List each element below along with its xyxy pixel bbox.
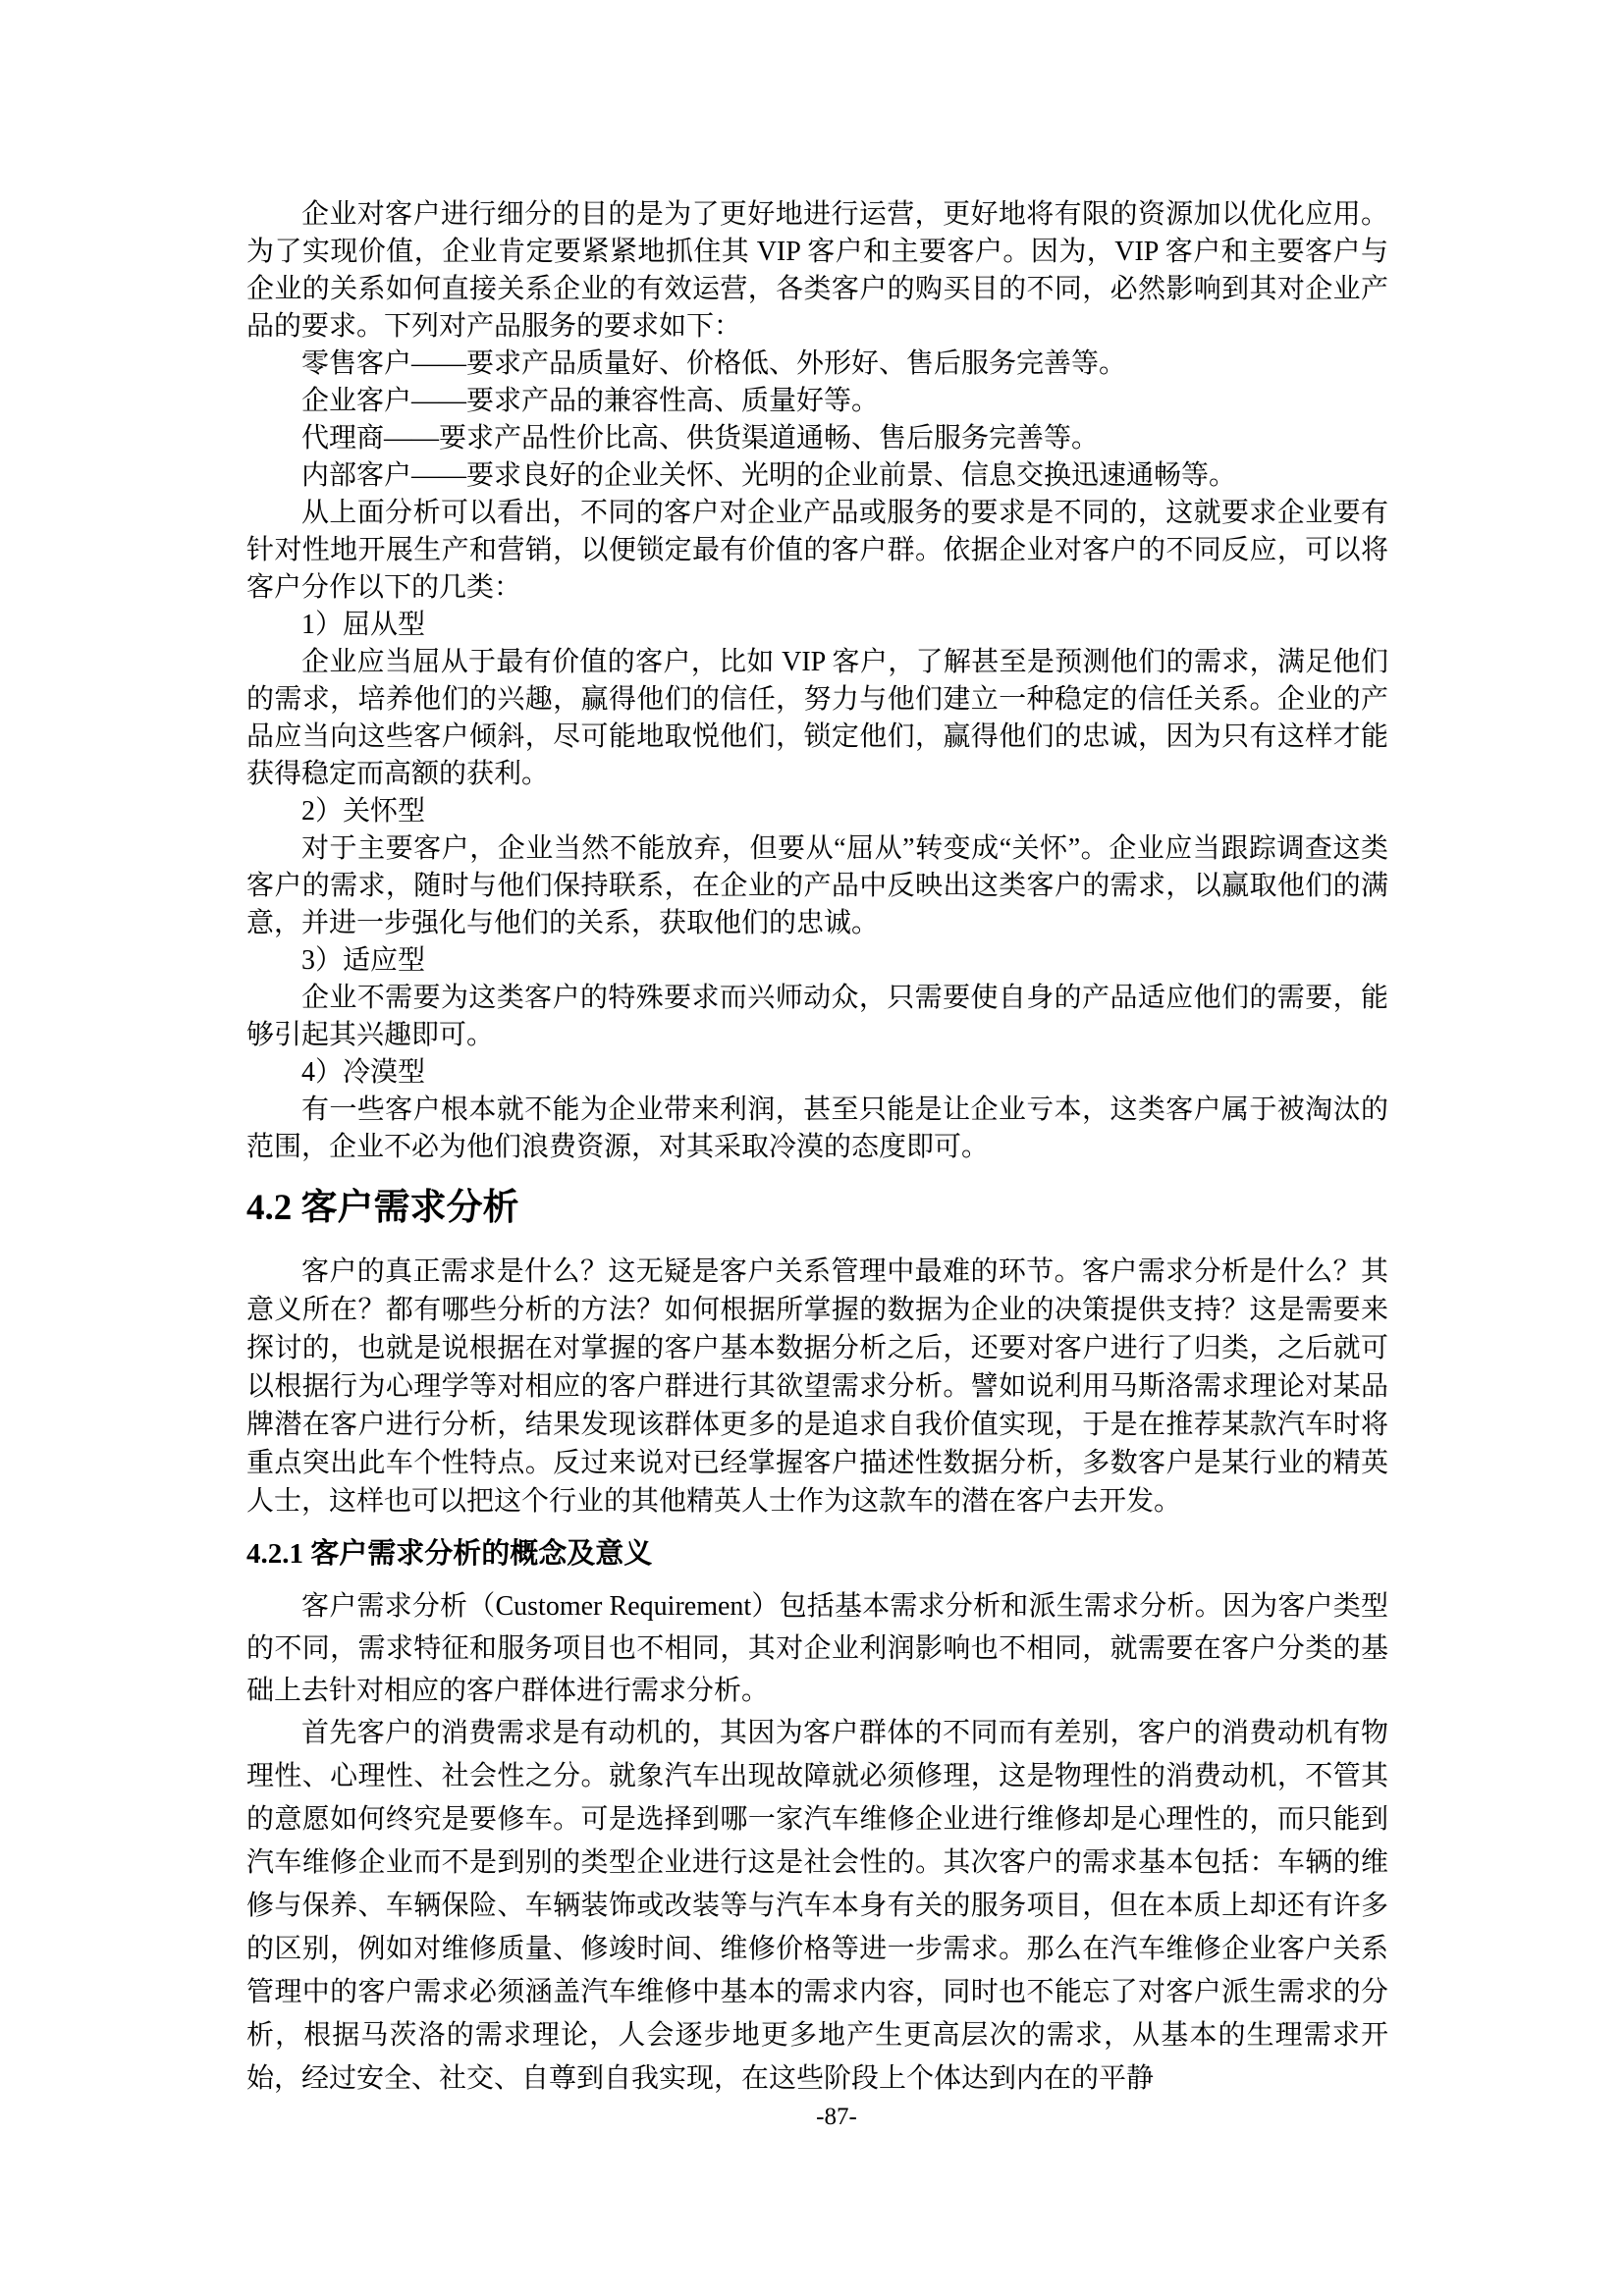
page-number: -87-	[816, 2104, 857, 2130]
paragraph-type-3-adaptive: 企业不需要为这类客户的特殊要求而兴师动众，只需要使自身的产品适应他们的需要，能够引起其兴趣即可。	[246, 983, 1388, 1050]
list-label-type-3: 3）适应型	[301, 945, 426, 976]
section-heading-4-2: 4.2 客户需求分析	[246, 1188, 519, 1228]
list-label-type-4: 4）冷漠型	[301, 1057, 426, 1088]
paragraph-segmentation-purpose: 企业对客户进行细分的目的是为了更好地进行运营，更好地将有限的资源加以优化应用。为了实现价值，企业肯定要紧紧地抓住其 VIP 客户和主要客户。因为，VIP 客户和主要客户与企业的关系如何直接关系企业的有效运营，各类客户的购买目的不同，必然影响到其对企业产品的要求。下列对产品服务的要求如下：	[246, 199, 1388, 342]
paragraph-type-1-submissive: 企业应当屈从于最有价值的客户，比如 VIP 客户，了解甚至是预测他们的需求，满足他们的需求，培养他们的兴趣，赢得他们的信任，努力与他们建立一种稳定的信任关系。企业的产品应当向这些客户倾斜，尽可能地取悦他们，锁定他们，赢得他们的忠诚，因为只有这样才能获得稳定而高额的获利。	[246, 647, 1388, 789]
paragraph-customer-requirement-definition: 客户需求分析（Customer Requirement）包括基本需求分析和派生需求分析。因为客户类型的不同，需求特征和服务项目也不相同，其对企业利润影响也不相同，就需要在客户分类的基础上去针对相应的客户群体进行需求分析。	[246, 1591, 1388, 1706]
page-body	[246, 196, 1388, 2101]
list-item-retail-customer: 零售客户——要求产品质量好、价格低、外形好、售后服务完善等。	[301, 348, 1127, 379]
paragraph-section-4-2-intro: 客户的真正需求是什么？这无疑是客户关系管理中最难的环节。客户需求分析是什么？其意义所在？都有哪些分析的方法？如何根据所掌握的数据为企业的决策提供支持？这是需要来探讨的，也就是说根据在对掌握的客户基本数据分析之后，还要对客户进行了归类，之后就可以根据行为心理学等对相应的客户群进行其欲望需求分析。譬如说利用马斯洛需求理论对某品牌潜在客户进行分析，结果发现该群体更多的是追求自我价值实现，于是在推荐某款汽车时将重点突出此车个性特点。反过来说对已经掌握客户描述性数据分析，多数客户是某行业的精英人士，这样也可以把这个行业的其他精英人士作为这款车的潜在客户去开发。	[246, 1256, 1388, 1517]
list-label-type-1: 1）屈从型	[301, 610, 426, 640]
paragraph-customer-categories: 从上面分析可以看出，不同的客户对企业产品或服务的要求是不同的，这就要求企业要有针对性地开展生产和营销，以便锁定最有价值的客户群。依据企业对客户的不同反应，可以将客户分作以下的几类：	[246, 498, 1388, 603]
list-item-internal-customer: 内部客户——要求良好的企业关怀、光明的企业前景、信息交换迅速通畅等。	[301, 460, 1237, 491]
list-item-agent: 代理商——要求产品性价比高、供货渠道通畅、售后服务完善等。	[301, 423, 1100, 454]
paragraph-type-4-indifferent: 有一些客户根本就不能为企业带来利润，甚至只能是让企业亏本，这类客户属于被淘汰的范围，企业不必为他们浪费资源，对其采取冷漠的态度即可。	[246, 1095, 1388, 1162]
paragraph-type-2-caring: 对于主要客户，企业当然不能放弃，但要从“屈从”转变成“关怀”。企业应当跟踪调查这类客户的需求，随时与他们保持联系，在企业的产品中反映出这类客户的需求，以赢取他们的满意，并进一步强化与他们的关系，获取他们的忠诚。	[246, 833, 1388, 938]
paragraph-consumption-motivation: 首先客户的消费需求是有动机的，其因为客户群体的不同而有差别，客户的消费动机有物理性、心理性、社会性之分。就象汽车出现故障就必须修理，这是物理性的消费动机，不管其的意愿如何终究是要修车。可是选择到哪一家汽车维修企业进行维修却是心理性的，而只能到汽车维修企业而不是到别的类型企业进行这是社会性的。其次客户的需求基本包括：车辆的维修与保养、车辆保险、车辆装饰或改装等与汽车本身有关的服务项目，但在本质上却还有许多的区别，例如对维修质量、修竣时间、维修价格等进一步需求。那么在汽车维修企业客户关系管理中的客户需求必须涵盖汽车维修中基本的需求内容，同时也不能忘了对客户派生需求的分析，根据马茨洛的需求理论，人会逐步地更多地产生更高层次的需求，从基本的生理需求开始，经过安全、社交、自尊到自我实现，在这些阶段上个体达到内在的平静	[246, 1718, 1388, 2094]
subsection-heading-4-2-1: 4.2.1 客户需求分析的概念及意义	[246, 1538, 653, 1570]
list-label-type-2: 2）关怀型	[301, 796, 426, 827]
list-item-enterprise-customer: 企业客户——要求产品的兼容性高、质量好等。	[301, 386, 880, 416]
